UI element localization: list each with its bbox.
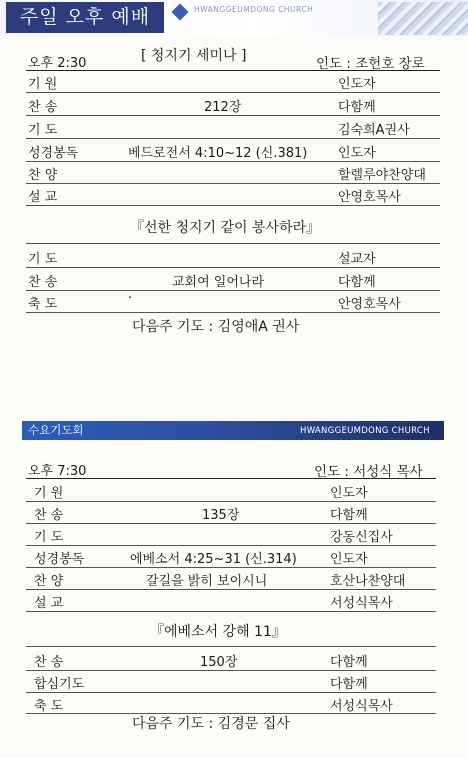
banner-church-name: HWANGGEUMDONG CHURCH	[194, 5, 314, 14]
order-label: 찬 송	[34, 655, 64, 670]
divider	[26, 115, 440, 116]
divider	[26, 70, 440, 71]
order-person: 설교자	[338, 252, 376, 267]
order-label: 찬 송	[28, 100, 58, 115]
order-label: 설 교	[34, 596, 64, 611]
order-label: 합심기도	[34, 677, 85, 692]
divider	[26, 161, 440, 162]
order-person: 다함께	[338, 275, 376, 290]
order-label: 기 도	[34, 530, 64, 545]
order-person: 다함께	[338, 100, 376, 115]
divider	[26, 478, 436, 479]
order-person: 인도자	[330, 486, 368, 501]
order-label: 찬 양	[34, 574, 64, 589]
divider	[26, 670, 436, 671]
order-detail: 갈길을 밝히 보이시니	[146, 574, 268, 589]
order-label: 기 도	[28, 252, 58, 267]
order-person: 다함께	[330, 655, 368, 670]
service1-next-prayer: 다음주 기도 : 김영애A 권사	[132, 319, 300, 335]
order-person: 호산나찬양대	[330, 574, 406, 589]
banner-decoration	[378, 2, 468, 35]
section-title-wednesday-prayer: 수요기도회	[28, 423, 84, 437]
order-person: 다함께	[330, 677, 368, 692]
order-label: 성경봉독	[28, 146, 79, 161]
divider	[26, 290, 440, 291]
order-person: 다함께	[330, 508, 368, 523]
service1-time: 오후 2:30	[28, 56, 87, 71]
divider	[26, 589, 436, 590]
divider	[26, 183, 440, 184]
order-person: 김숙희A권사	[338, 123, 410, 138]
service2-next-prayer: 다음주 기도 : 김경문 집사	[132, 716, 290, 732]
service1-leader: 인도 : 조헌호 장로	[316, 56, 425, 72]
divider	[26, 267, 440, 268]
order-label: 찬 송	[28, 275, 58, 290]
divider	[26, 312, 440, 313]
divider	[26, 611, 436, 612]
divider	[26, 646, 436, 647]
order-label: 축 도	[28, 297, 58, 312]
order-detail: 베드로전서 4:10~12 (신.381)	[128, 146, 308, 161]
service2-leader: 인도 : 서성식 목사	[314, 464, 423, 480]
section-title-sunday-afternoon: 주일 오후 예배	[6, 2, 164, 33]
divider	[26, 523, 436, 524]
divider	[26, 92, 440, 93]
divider	[26, 692, 436, 693]
service1-sermon-title: 『선한 청지기 같이 봉사하라』	[130, 220, 321, 236]
order-detail: 교회여 일어나라	[172, 275, 265, 290]
order-label: 기 원	[34, 486, 64, 501]
order-label: 기 도	[28, 123, 58, 138]
order-label: 설 교	[28, 190, 58, 205]
service2-sermon-title: 『에베소서 강해 11』	[150, 624, 286, 640]
order-label: 찬 송	[34, 508, 64, 523]
order-detail: ·	[128, 291, 133, 306]
service1-title: [ 청지기 세미나 ]	[141, 48, 247, 64]
order-detail: 212장	[204, 100, 242, 115]
divider	[26, 243, 440, 244]
order-person: 안영호목사	[338, 297, 401, 312]
divider	[26, 205, 440, 206]
divider	[26, 567, 436, 568]
order-person: 인도자	[330, 552, 368, 567]
order-label: 찬 양	[28, 168, 58, 183]
divider	[26, 138, 440, 139]
order-person: 안영호목사	[338, 190, 401, 205]
order-label: 축 도	[34, 699, 64, 714]
order-detail: 150장	[200, 655, 238, 670]
order-person: 서성식목사	[330, 699, 393, 714]
section-church-name: HWANGGEUMDONG CHURCH	[300, 426, 430, 436]
order-person: 인도자	[338, 146, 376, 161]
order-person: 할렐루야찬양대	[338, 168, 426, 183]
order-label: 기 원	[28, 77, 58, 92]
order-detail: 135장	[202, 508, 240, 523]
divider	[26, 501, 436, 502]
order-person: 서성식목사	[330, 596, 393, 611]
order-label: 성경봉독	[34, 552, 85, 567]
order-person: 인도자	[338, 77, 376, 92]
order-person: 강동신집사	[330, 530, 393, 545]
divider	[26, 545, 436, 546]
service2-time: 오후 7:30	[28, 464, 87, 479]
order-detail: 에베소서 4:25~31 (신.314)	[130, 552, 297, 567]
